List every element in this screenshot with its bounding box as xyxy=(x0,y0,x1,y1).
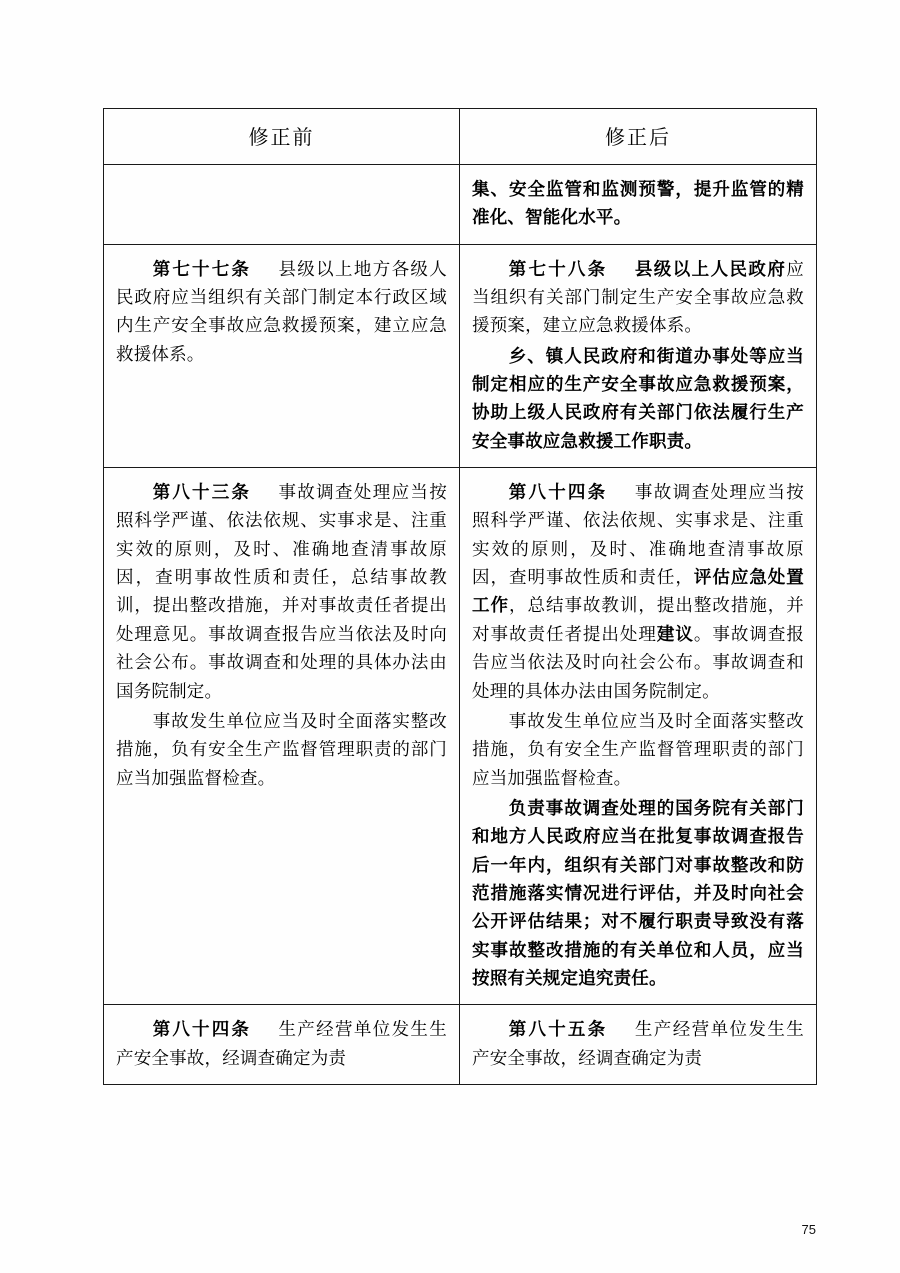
paragraph-text: 事故调查处理应当按照科学严谨、依法依规、实事求是、注重实效的原则，及时、准确地查清事故原因，查明事故性质和责任，总结事故教训，提出整改措施，并对事故责任者提出处理意见。事故调查报告应当依法及时向社会公布。事故调查和处理的具体办法由国务院制定。 xyxy=(116,482,447,701)
paragraph-text: 县级以上地方各级人民政府应当组织有关部门制定本行政区域内生产安全事故应急救援预案，建立应急救援体系。 xyxy=(116,258,447,364)
article-number: 第八十四条 xyxy=(508,482,608,503)
table-row xyxy=(104,468,817,1005)
comparison-table xyxy=(103,108,817,1085)
paragraph: 乡、镇人民政府和街道办事处等应当制定相应的生产安全事故应急救援预案，协助上级人民政府有关部门依法履行生产安全事故应急救援工作职责。 xyxy=(472,345,804,451)
inserted-text: 评估应急处置工作 xyxy=(472,567,804,616)
paragraph xyxy=(116,478,447,705)
page-number: 75 xyxy=(801,1222,816,1237)
cell-before xyxy=(104,244,460,467)
cell-before xyxy=(104,468,460,1005)
article-number: 第八十四条 xyxy=(152,1019,252,1040)
paragraph xyxy=(472,255,804,340)
paragraph xyxy=(116,1015,447,1072)
cell-before xyxy=(104,165,460,245)
paragraph-text-3: 。事故调查报告应当依法及时向社会公布。事故调查和处理的具体办法由国务院制定。 xyxy=(472,623,805,701)
article-number: 第八十五条 xyxy=(508,1019,608,1040)
paragraph: 事故发生单位应当及时全面落实整改措施，负有安全生产监督管理职责的部门应当加强监督检查。 xyxy=(472,710,804,788)
paragraph-text: 应当组织有关部门制定生产安全事故应急救援预案，建立应急救援体系。 xyxy=(472,258,804,336)
cell-after xyxy=(460,468,817,1005)
paragraph: 负责事故调查处理的国务院有关部门和地方人民政府应当在批复事故调查报告后一年内，组织有关部门对事故整改和防范措施落实情况进行评估，并及时向社会公开评估结果；对不履行职责导致没有落实事故整改措施的有关单位和人员，应当按照有关规定追究责任。 xyxy=(472,797,804,988)
paragraph: 事故发生单位应当及时全面落实整改措施，负有安全生产监督管理职责的部门应当加强监督检查。 xyxy=(116,710,447,788)
inserted-text: 县级以上人民政府 xyxy=(633,258,787,279)
table-row xyxy=(104,1005,817,1085)
article-number: 第七十八条 xyxy=(508,258,608,279)
article-number: 第七十七条 xyxy=(152,258,252,279)
column-header-after: 修正后 xyxy=(460,109,817,165)
paragraph-text: 生产经营单位发生生产安全事故，经调查确定为责 xyxy=(116,1019,447,1068)
table-header-row xyxy=(104,109,817,165)
cell-after xyxy=(460,165,817,245)
article-number: 第八十三条 xyxy=(152,482,252,503)
paragraph: 集、安全监管和监测预警，提升监管的精准化、智能化水平。 xyxy=(472,179,804,228)
column-header-before: 修正前 xyxy=(104,109,460,165)
inserted-text-2: 建议 xyxy=(656,623,694,644)
paragraph xyxy=(116,255,447,368)
cell-before xyxy=(104,1005,460,1085)
table-row xyxy=(104,165,817,245)
paragraph-text: 生产经营单位发生生产安全事故，经调查确定为责 xyxy=(472,1019,804,1068)
table-row xyxy=(104,244,817,467)
paragraph xyxy=(472,478,804,705)
paragraph xyxy=(472,1015,804,1072)
cell-after xyxy=(460,244,817,467)
paragraph-text-2: ，总结事故教训，提出整改措施，并对事故责任者提出处理 xyxy=(472,595,804,644)
cell-after xyxy=(460,1005,817,1085)
paragraph-text: 事故调查处理应当按照科学严谨、依法依规、实事求是、注重实效的原则，及时、准确地查清事故原因，查明事故性质和责任， xyxy=(472,482,804,588)
